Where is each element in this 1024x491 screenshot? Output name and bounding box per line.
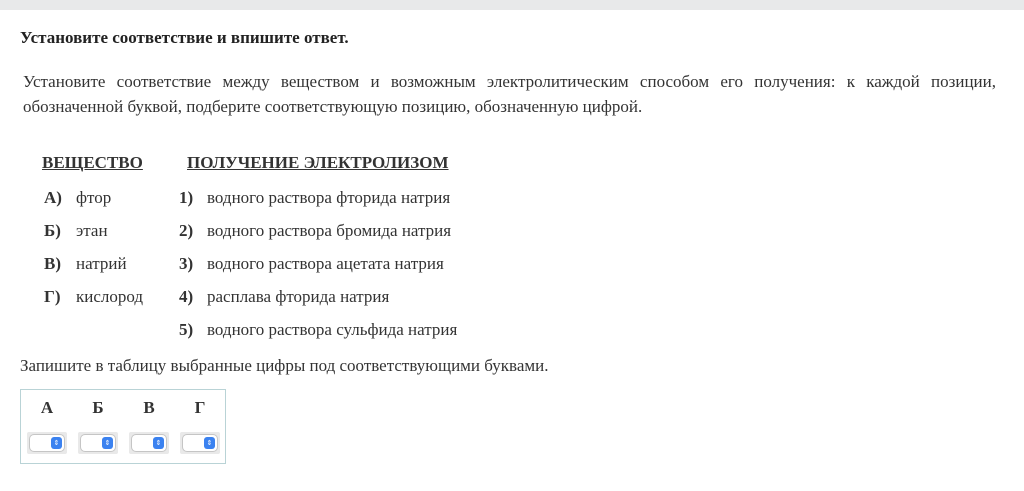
answer-table (20, 389, 226, 464)
method-item (179, 320, 457, 340)
substance-letter: А) (44, 188, 62, 207)
substance-letter: Б) (44, 221, 61, 240)
updown-chevron-icon[interactable]: ⇕ (51, 437, 62, 449)
answer-cell-a (27, 432, 67, 454)
substance-text: фтор (76, 188, 112, 207)
method-number: 3) (179, 254, 194, 273)
substance-letter: Г) (44, 287, 61, 306)
method-item (179, 188, 450, 208)
answer-header-b: Б (92, 398, 104, 417)
substance-item (44, 287, 143, 307)
method-text: водного раствора ацетата натрия (207, 254, 444, 273)
method-text: водного раствора фторида натрия (207, 188, 451, 207)
answer-header-g: Г (194, 398, 206, 417)
substance-item (44, 254, 127, 274)
answer-select-a[interactable] (30, 435, 64, 451)
method-item (179, 221, 451, 241)
answer-cell-b (78, 432, 118, 454)
method-text: водного раствора сульфида натрия (207, 320, 458, 339)
method-item (179, 287, 389, 307)
updown-chevron-icon[interactable]: ⇕ (102, 437, 113, 449)
method-text: расплава фторида натрия (207, 287, 390, 306)
method-item (179, 254, 444, 274)
substance-item (44, 221, 108, 241)
method-text: водного раствора бромида натрия (207, 221, 452, 240)
substance-text: кислород (76, 287, 144, 306)
substance-text: этан (76, 221, 108, 240)
substance-column-header: ВЕЩЕСТВО (42, 153, 143, 172)
method-number: 4) (179, 287, 194, 306)
answer-select-b[interactable] (81, 435, 115, 451)
answer-select-g[interactable] (183, 435, 217, 451)
top-bar (0, 0, 1024, 10)
method-number: 5) (179, 320, 194, 339)
task-title: Установите соответствие и впишите ответ. (20, 28, 349, 47)
answer-cell-v (129, 432, 169, 454)
answer-instruction: Запишите в таблицу выбранные цифры под соответствующими буквами. (20, 356, 549, 375)
substance-text: натрий (76, 254, 127, 273)
substance-item (44, 188, 111, 208)
answer-cell-g (180, 432, 220, 454)
method-number: 1) (179, 188, 194, 207)
updown-chevron-icon[interactable]: ⇕ (204, 437, 215, 449)
substance-letter: В) (44, 254, 61, 273)
answer-header-v: В (143, 398, 155, 417)
answer-select-v[interactable] (132, 435, 166, 451)
answer-header-a: А (40, 398, 54, 417)
updown-chevron-icon[interactable]: ⇕ (153, 437, 164, 449)
task-prompt: Установите соответствие между веществом и возможным электролитическим способом его получения: к каждой позиции, обозначенной буквой, подберите соответствующую позицию, обозначенную цифрой. (23, 72, 996, 116)
method-number: 2) (179, 221, 194, 240)
method-column-header: ПОЛУЧЕНИЕ ЭЛЕКТРОЛИЗОМ (187, 153, 449, 172)
